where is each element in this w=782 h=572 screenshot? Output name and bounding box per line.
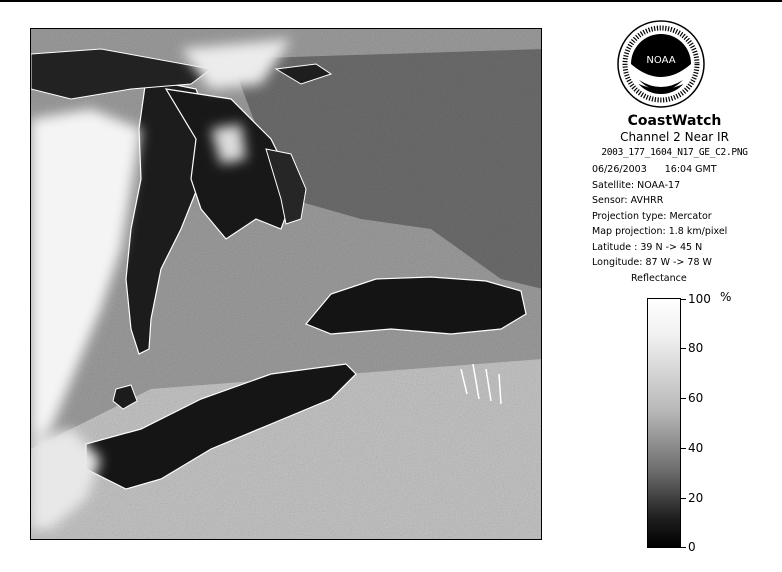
legend-unit: % (720, 290, 732, 304)
satellite-map[interactable] (30, 28, 542, 540)
filename-label: 2003_177_1604_N17_GE_C2.PNG (601, 147, 748, 158)
top-border-line (0, 0, 782, 2)
channel-label: Channel 2 Near IR (620, 130, 729, 144)
time-label: 16:04 GMT (664, 164, 717, 175)
reflectance-colorbar (647, 298, 681, 548)
map-image (31, 29, 542, 540)
satellite-label: Satellite: NOAA-17 (592, 179, 681, 191)
noaa-logo (617, 20, 705, 108)
longitude-label: Longitude: 87 W -> 78 W (592, 257, 712, 268)
map-projection-label: Map projection: 1.8 km/pixel (592, 226, 728, 237)
sensor-label: Sensor: AVHRR (592, 195, 664, 206)
latitude-label: Latitude : 39 N -> 45 N (592, 241, 703, 253)
date-label: 06/26/2003 (592, 164, 647, 175)
datetime-row (592, 162, 727, 178)
projection-type-label: Projection type: Mercator (592, 210, 712, 222)
legend-title: Reflectance (631, 273, 687, 284)
metadata-block (592, 162, 727, 271)
product-name: CoastWatch (627, 113, 722, 129)
logo-center-text: NOAA (646, 55, 676, 66)
